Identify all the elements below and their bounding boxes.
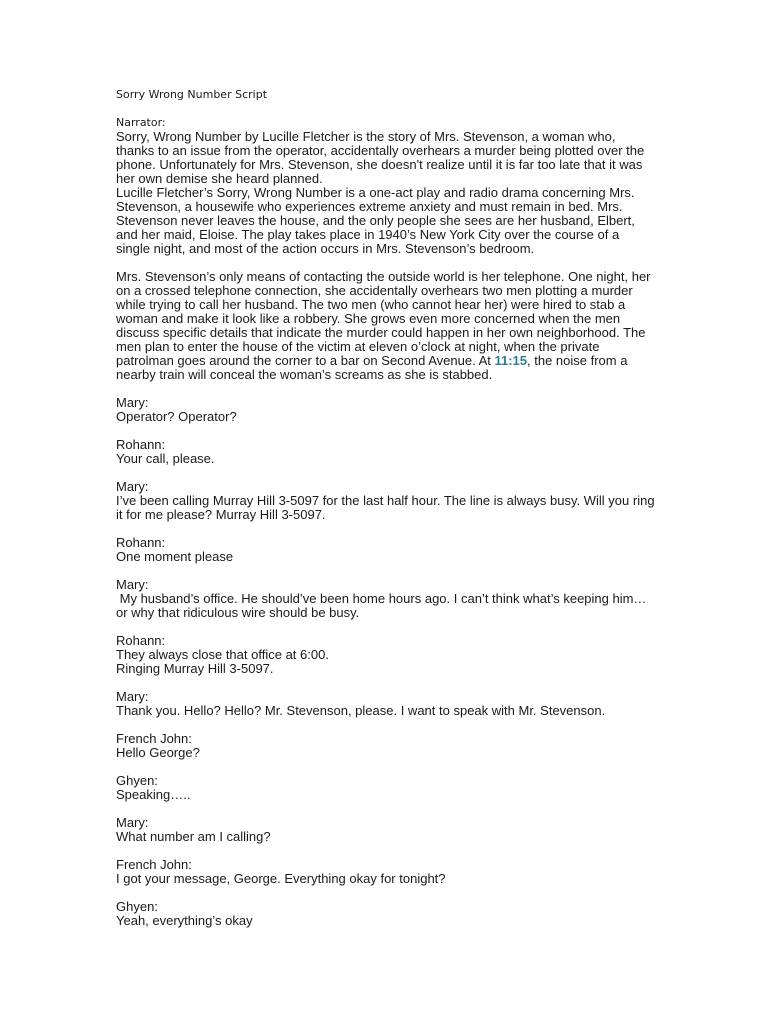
dialogue-entry [116,536,656,564]
dialogue-entry [116,690,656,718]
narrator-paragraph-1: Sorry, Wrong Number by Lucille Fletcher is the story of Mrs. Stevenson, a woman who, thanks to an issue from the operator, accidentally overhears a murder being plotted over the phone. Unfortunately for Mrs. Stevenson, she doesn't realize until it is far too late that it was her own demise she heard planned. [116,129,645,186]
document-page [116,88,656,942]
speaker-name: Rohann: [116,535,166,550]
narrator-label: Narrator: [116,116,166,129]
dialogue-entry [116,900,656,928]
dialogue-entry [116,578,656,620]
dialogue-line: They always close that office at 6:00. [116,647,329,662]
narrator-paragraph-3-end: , the noise from a nearby train will conceal the woman’s screams as she is stabbed. [116,353,628,382]
speaker-name: Rohann: [116,437,166,452]
dialogue-entry [116,480,656,522]
dialogue-entry [116,438,656,466]
narrator-paragraph-3 [116,270,656,382]
speaker-name: French John: [116,857,192,872]
narrator-paragraph-2: Lucille Fletcher’s Sorry, Wrong Number is a one-act play and radio drama concerning Mrs. Stevenson, a housewife who experiences extreme anxiety and must remain in bed. Mrs. Stevenson never leaves the house, and the only people she sees are her husband, Elbert, and her maid, Eloise. The play takes place in 1940’s New York City over the course of a single night, and most of the action occurs in Mrs. Stevenson’s bedroom. [116,185,635,256]
dialogue-line: I got your message, George. Everything okay for tonight? [116,871,446,886]
dialogue-entry [116,774,656,802]
highlighted-time: 11:15 [494,353,528,368]
speaker-name: Mary: [116,479,149,494]
speaker-name: Mary: [116,577,149,592]
dialogue-entry [116,816,656,844]
dialogue-line: Ringing Murray Hill 3-5097. [116,661,274,676]
dialogue-line: Operator? Operator? [116,409,237,424]
dialogue-line: Yeah, everything’s okay [116,913,253,928]
dialogue-line: Thank you. Hello? Hello? Mr. Stevenson, please. I want to speak with Mr. Stevenson. [116,703,606,718]
dialogue-section [116,396,656,928]
narrator-paragraph-3-start: Mrs. Stevenson’s only means of contacting the outside world is her telephone. One night, her on a crossed telephone connection, she accidentally overhears two men plotting a murder while trying to call her husband. The two men (who cannot hear her) were hired to stab a woman and make it look like a robbery. She grows even more concerned when the men discuss specific details that indicate the murder could happen in her own neighborhood. The men plan to enter the house of the victim at eleven o’clock at night, when the private patrolman goes around the corner to a bar on Second Avenue. At [116,269,651,368]
dialogue-entry [116,858,656,886]
speaker-name: Ghyen: [116,899,158,914]
dialogue-entry [116,396,656,424]
paragraph-gap [116,256,656,270]
dialogue-line: I’ve been calling Murray Hill 3-5097 for the last half hour. The line is always busy. Will you ring it for me please? Murray Hill 3-5097. [116,493,655,522]
dialogue-line: Hello George? [116,745,200,760]
speaker-name: Mary: [116,689,149,704]
dialogue-line: What number am I calling? [116,829,271,844]
dialogue-entry [116,634,656,676]
speaker-name: Ghyen: [116,773,158,788]
dialogue-line: My husband’s office. He should’ve been home hours ago. I can’t think what’s keeping him… or why that ridiculous wire should be busy. [116,591,651,620]
dialogue-line: One moment please [116,549,234,564]
speaker-name: Rohann: [116,633,166,648]
speaker-name: Mary: [116,395,149,410]
document-title: Sorry Wrong Number Script [116,88,268,101]
speaker-name: French John: [116,731,192,746]
dialogue-line: Speaking….. [116,787,191,802]
dialogue-line: Your call, please. [116,451,215,466]
speaker-name: Mary: [116,815,149,830]
dialogue-entry [116,732,656,760]
